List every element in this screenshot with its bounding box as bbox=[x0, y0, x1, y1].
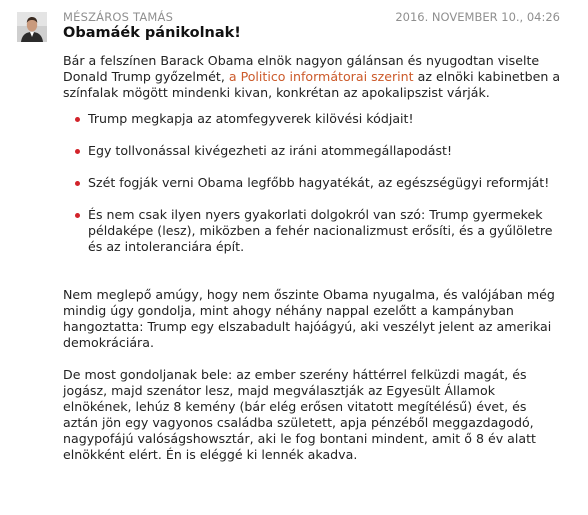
intro-paragraph bbox=[63, 53, 563, 101]
author-portrait-icon bbox=[17, 12, 47, 42]
list-item-text: Egy tollvonással kivégezheti az iráni atommegállapodást! bbox=[88, 143, 453, 158]
post-content bbox=[63, 53, 563, 463]
list-item-text: És nem csak ilyen nyers gyakorlati dolgokról van szó: Trump gyermekek példaképe (lesz), miközben a fehér nacionalizmust erősíti, és a gyűlöletre és az intoleranciára épít. bbox=[88, 207, 553, 254]
bullet-icon bbox=[75, 213, 80, 218]
author-avatar[interactable] bbox=[17, 12, 47, 42]
bullet-icon bbox=[75, 181, 80, 186]
list-item-text: Trump megkapja az atomfegyverek kilövési kódjait! bbox=[88, 111, 414, 126]
politico-source-link[interactable]: a Politico informátorai szerint bbox=[228, 69, 414, 84]
intro-text-before-link: Bár a felszínen Barack Obama elnök nagyon gálánsan és nyugodtan viselte Donald Trump győzelmét, bbox=[63, 53, 540, 84]
list-item bbox=[63, 175, 563, 191]
list-item bbox=[63, 111, 563, 127]
bullet-icon bbox=[75, 117, 80, 122]
bullet-icon bbox=[75, 149, 80, 154]
body-paragraph-3: De most gondoljanak bele: az ember szerény háttérrel felküzdi magát, és jogász, majd szenátor lesz, majd megválasztják az Egyesült Államok elnökének, lehúz 8 kemény (bár elég erősen vitatott megítélésű) évet, és aztán jön egy vagyonos családba született, apja pénzéből meggazdagodó, nagypofájú valóságshowsztár, aki le fog bontani mindent, amit ő 8 év alatt elnökként elért. Én is eléggé ki lennék akadva. bbox=[63, 367, 536, 462]
post-timestamp: 2016. NOVEMBER 10., 04:26 bbox=[395, 10, 560, 24]
post-title: Obamáék pánikolnak! bbox=[63, 25, 241, 41]
author-name[interactable]: MÉSZÁROS TAMÁS bbox=[63, 10, 174, 24]
list-item bbox=[63, 143, 563, 159]
list-item-text: Szét fogják verni Obama legfőbb hagyatékát, az egészségügyi reformját! bbox=[88, 175, 550, 190]
list-item bbox=[63, 207, 563, 255]
body-paragraph-2: Nem meglepő amúgy, hogy nem őszinte Obama nyugalma, és valójában még mindig úgy gondolja, mint ahogy néhány nappal ezelőtt a kampányban hangoztatta: Trump egy elszabadult hajóágyú, aki veszélyt jelent az amerikai demokráciára. bbox=[63, 287, 555, 350]
intro-text-after-link: az elnöki kabinetben a színfalak mögött mindenki kivan, konkrétan az apokalipszist várják. bbox=[63, 69, 561, 100]
bullet-list bbox=[63, 111, 563, 255]
